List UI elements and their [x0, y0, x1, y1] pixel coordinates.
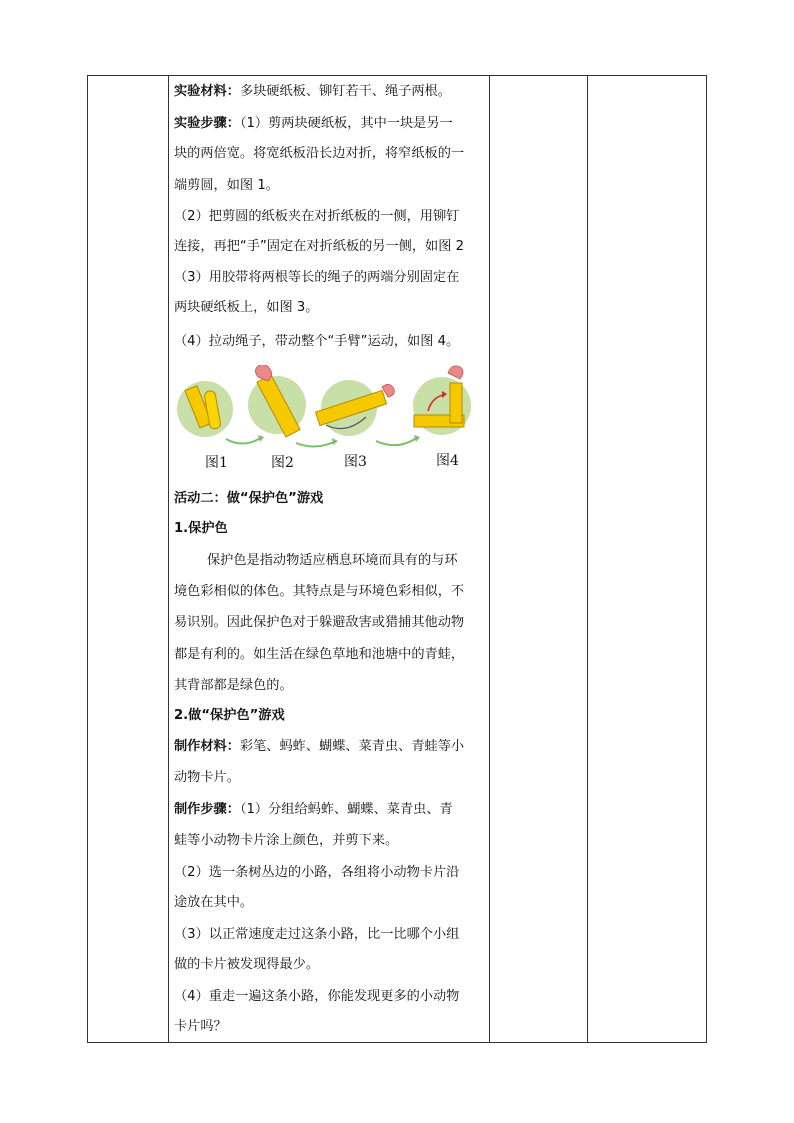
- step1-text: 蛙等小动物卡片涂上颜色，并剪下来。: [174, 833, 399, 848]
- step1-text: 端剪圆，如图 1。: [174, 178, 279, 193]
- step4-text: 卡片吗？: [174, 1019, 227, 1034]
- step2-text: 连接，再把“手”固定在对折纸板的另一侧，如图 2: [174, 239, 464, 254]
- paragraph-text: 其背部都是绿色的。: [174, 678, 293, 693]
- column-divider: [168, 76, 169, 1042]
- arrow-icon: [226, 437, 262, 444]
- arrow-icon: [332, 438, 338, 445]
- section2-title: 2.做“保护色”游戏: [174, 708, 285, 723]
- step3-text: （3）以正常速度走过这条小路，比一比哪个小组: [174, 927, 460, 942]
- figure2-label: 图2: [271, 455, 294, 471]
- arrow-icon: [296, 441, 336, 447]
- step3-text: 两块硬纸板上，如图 3。: [174, 300, 319, 315]
- activity2-heading: 活动二：做“保护色”游戏: [174, 491, 324, 506]
- step2-text: （2）选一条树丛边的小路，各组将小动物卡片沿: [174, 865, 460, 880]
- section1-title: 1.保护色: [174, 521, 228, 536]
- column-divider: [587, 76, 588, 1042]
- figure1-label: 图1: [205, 455, 228, 471]
- step4-text: （4）拉动绳子，带动整个“手臂”运动，如图 4。: [174, 334, 460, 349]
- arrow-icon: [376, 437, 418, 445]
- step2-text: （2）把剪圆的纸板夹在对折纸板的一侧，用铆钉: [174, 209, 460, 224]
- column-divider: [489, 76, 490, 1042]
- experiment-steps: 实验步骤：（1）剪两块硬纸板，其中一块是另一: [174, 116, 453, 131]
- step1-text: 块的两倍宽。将宽纸板沿长边对折，将窄纸板的一: [174, 146, 465, 161]
- making-steps: 制作步骤：（1）分组给蚂蚱、蝴蝶、菜青虫、青: [174, 802, 453, 817]
- arm-model-figure: [176, 365, 484, 475]
- figure4-label: 图4: [436, 453, 459, 469]
- step3-text: （3）用胶带将两根等长的绳子的两端分别固定在: [174, 270, 460, 285]
- materials-text: 动物卡片。: [174, 770, 240, 785]
- step4-text: （4）重走一遍这条小路，你能发现更多的小动物: [174, 989, 460, 1004]
- making-materials: 制作材料：彩笔、蚂蚱、蝴蝶、菜青虫、青蛙等小: [174, 739, 465, 754]
- experiment-materials: 实验材料：多块硬纸板、铆钉若干、绳子两根。: [174, 84, 451, 99]
- paragraph-text: 易识别。因此保护色对于躲避敌害或猎捕其他动物: [174, 615, 465, 630]
- step3-text: 做的卡片被发现得最少。: [174, 957, 320, 972]
- step2-text: 途放在其中。: [174, 895, 254, 910]
- paragraph-text: 都是有利的。如生活在绿色草地和池塘中的青蛙，: [174, 647, 465, 662]
- paragraph-text: 境色彩相似的体色。其特点是与环境色彩相似，不: [174, 584, 465, 599]
- figure3-label: 图3: [344, 454, 367, 470]
- paragraph-text: 保护色是指动物适应栖息环境而具有的与环: [207, 553, 458, 568]
